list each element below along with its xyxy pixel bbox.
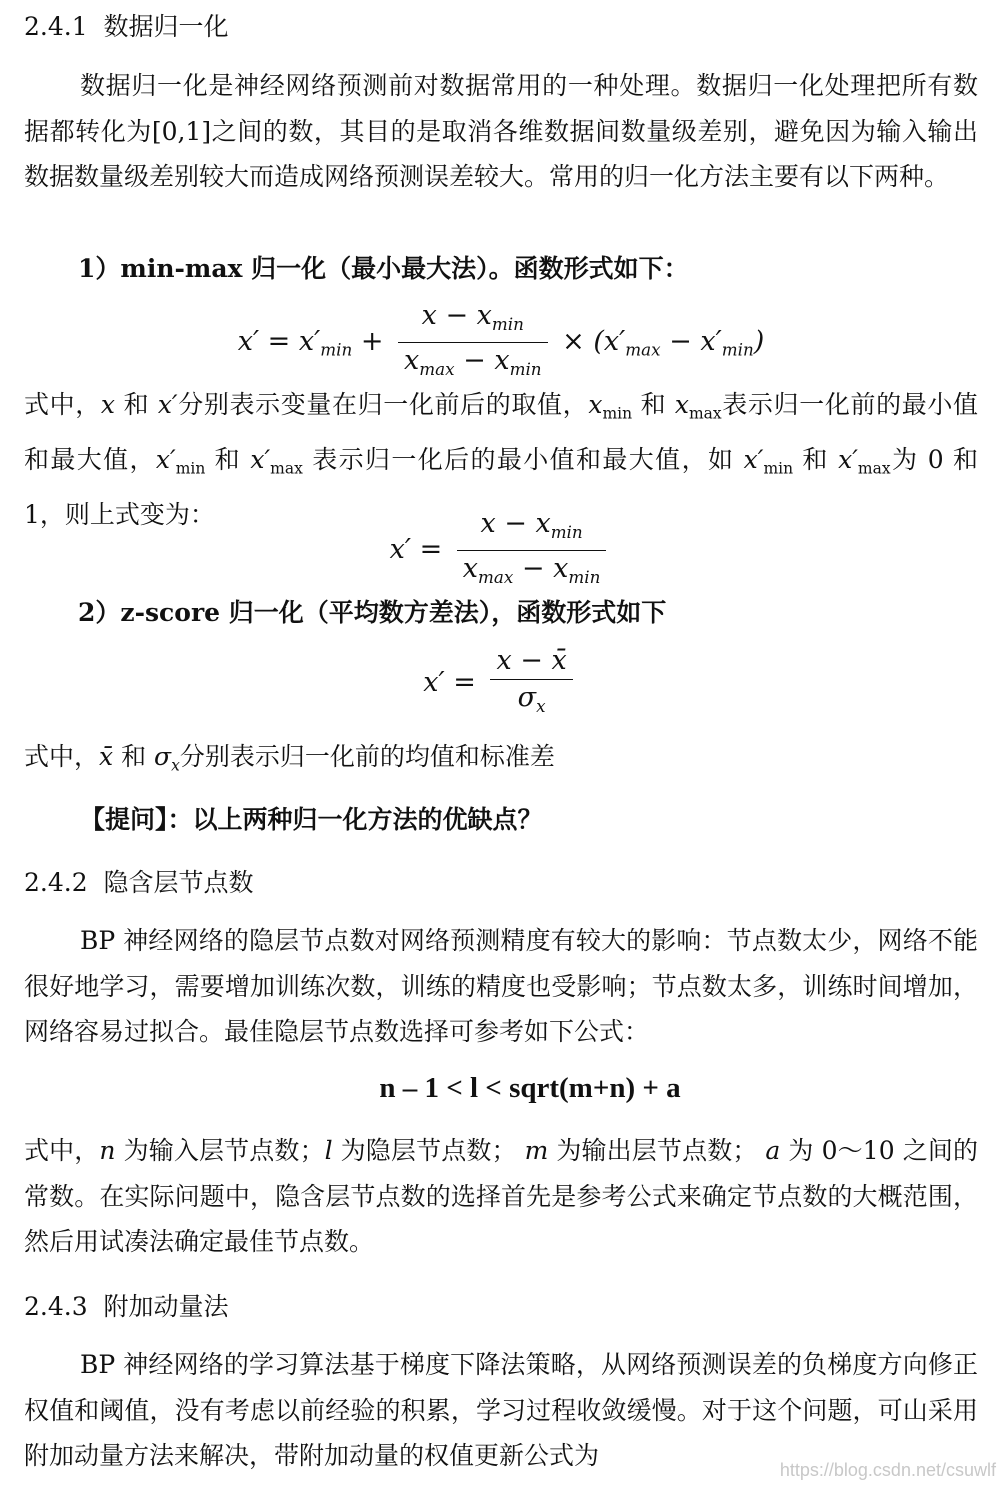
section-number: 2.4.3 xyxy=(24,1292,88,1321)
paragraph-hidden-nodes: BP 神经网络的隐层节点数对网络预测精度有较大的影响：节点数太少，网络不能很好地学习，需要增加训练次数，训练的精度也受影响；节点数太多，训练时间增加，网络容易过拟合。最佳隐层节点数选择可参考如下公式： xyxy=(24,926,978,1046)
method-minmax-heading: 1）min-max 归一化（最小最大法）。函数形式如下： xyxy=(78,254,689,283)
paragraph-hidden-nodes-explanation: 式中，n 为输入层节点数；l 为隐层节点数； m 为输出层节点数； a 为 0～10 之间的常数。在实际问题中，隐含层节点数的选择首先是参考公式来确定节点数的大概范围，然后用试凑法确定最佳节点数。 xyxy=(24,1136,978,1256)
fraction: $\frac{x - x̄}{\sigma_x}$ xyxy=(490,645,572,722)
fraction: $\frac{x - x_{min}}{x_{max} - x_{min}}$ xyxy=(457,508,607,593)
section-heading-2-4-2 xyxy=(24,866,978,900)
watermark-url: https://blog.csdn.net/csuwlf xyxy=(779,1460,996,1480)
section-number: 2.4.2 xyxy=(24,868,88,897)
paragraph-momentum: BP 神经网络的学习算法基于梯度下降法策略，从网络预测误差的负梯度方向修正权值和阈值，没有考虑以前经验的积累，学习过程收敛缓慢。对于这个问题，可山采用附加动量方法来解决，带附加动量的权值更新公式为 xyxy=(24,1350,978,1470)
section-title: 附加动量法 xyxy=(103,1292,229,1321)
paragraph-zscore-explanation: 式中，x̄ 和 $\sigma_x$分别表示归一化前的均值和标准差 xyxy=(24,742,555,775)
formula-hidden-nodes: n – 1 < l < sqrt(m+n) + a xyxy=(379,1072,681,1104)
method-zscore-heading: 2）z-score 归一化（平均数方差法），函数形式如下 xyxy=(78,598,667,627)
formula-minmax-general: $x' = x'_{min}$ + $\frac{x - x_{min}}{x_{max} - x_{min}}$ × $(x'_{max} - x'_{min})$ xyxy=(0,300,1002,370)
section-title: 隐含层节点数 xyxy=(103,868,254,897)
formula-minmax-simplified: x′ = $\frac{x - x_{min}}{x_{max} - x_{min}}$ xyxy=(0,508,1002,580)
section-heading-2-4-3 xyxy=(24,1290,978,1324)
section-title: 数据归一化 xyxy=(103,12,229,41)
question-line: 【提问】：以上两种归一化方法的优缺点？ xyxy=(80,805,543,834)
paragraph-normalization-intro: 数据归一化是神经网络预测前对数据常用的一种处理。数据归一化处理把所有数据都转化为[0,1]之间的数，其目的是取消各维数据间数量级差别，避免因为输入输出数据数量级差别较大而造成网络预测误差较大。常用的归一化方法主要有以下两种。 xyxy=(24,71,978,191)
section-heading-2-4-1 xyxy=(24,10,978,44)
formula-zscore: x′ = $\frac{x - x̄}{\sigma_x}$ xyxy=(0,645,1002,717)
paragraph-minmax-explanation: 式中，x 和 x′分别表示变量在归一化前后的取值，$x_{min}$ 和 $x_{max}$表示归一化前的最小值和最大值，$x'_{min}$ 和 $x'_{max}$ 表示归一化后的最小值和最大值，如 $x'_{min}$ 和 $x'_{max}$为 0 和 1，则上式变为： xyxy=(24,390,978,529)
fraction: $\frac{x - x_{min}}{x_{max} - x_{min}}$ xyxy=(398,300,548,385)
section-number: 2.4.1 xyxy=(24,12,88,41)
